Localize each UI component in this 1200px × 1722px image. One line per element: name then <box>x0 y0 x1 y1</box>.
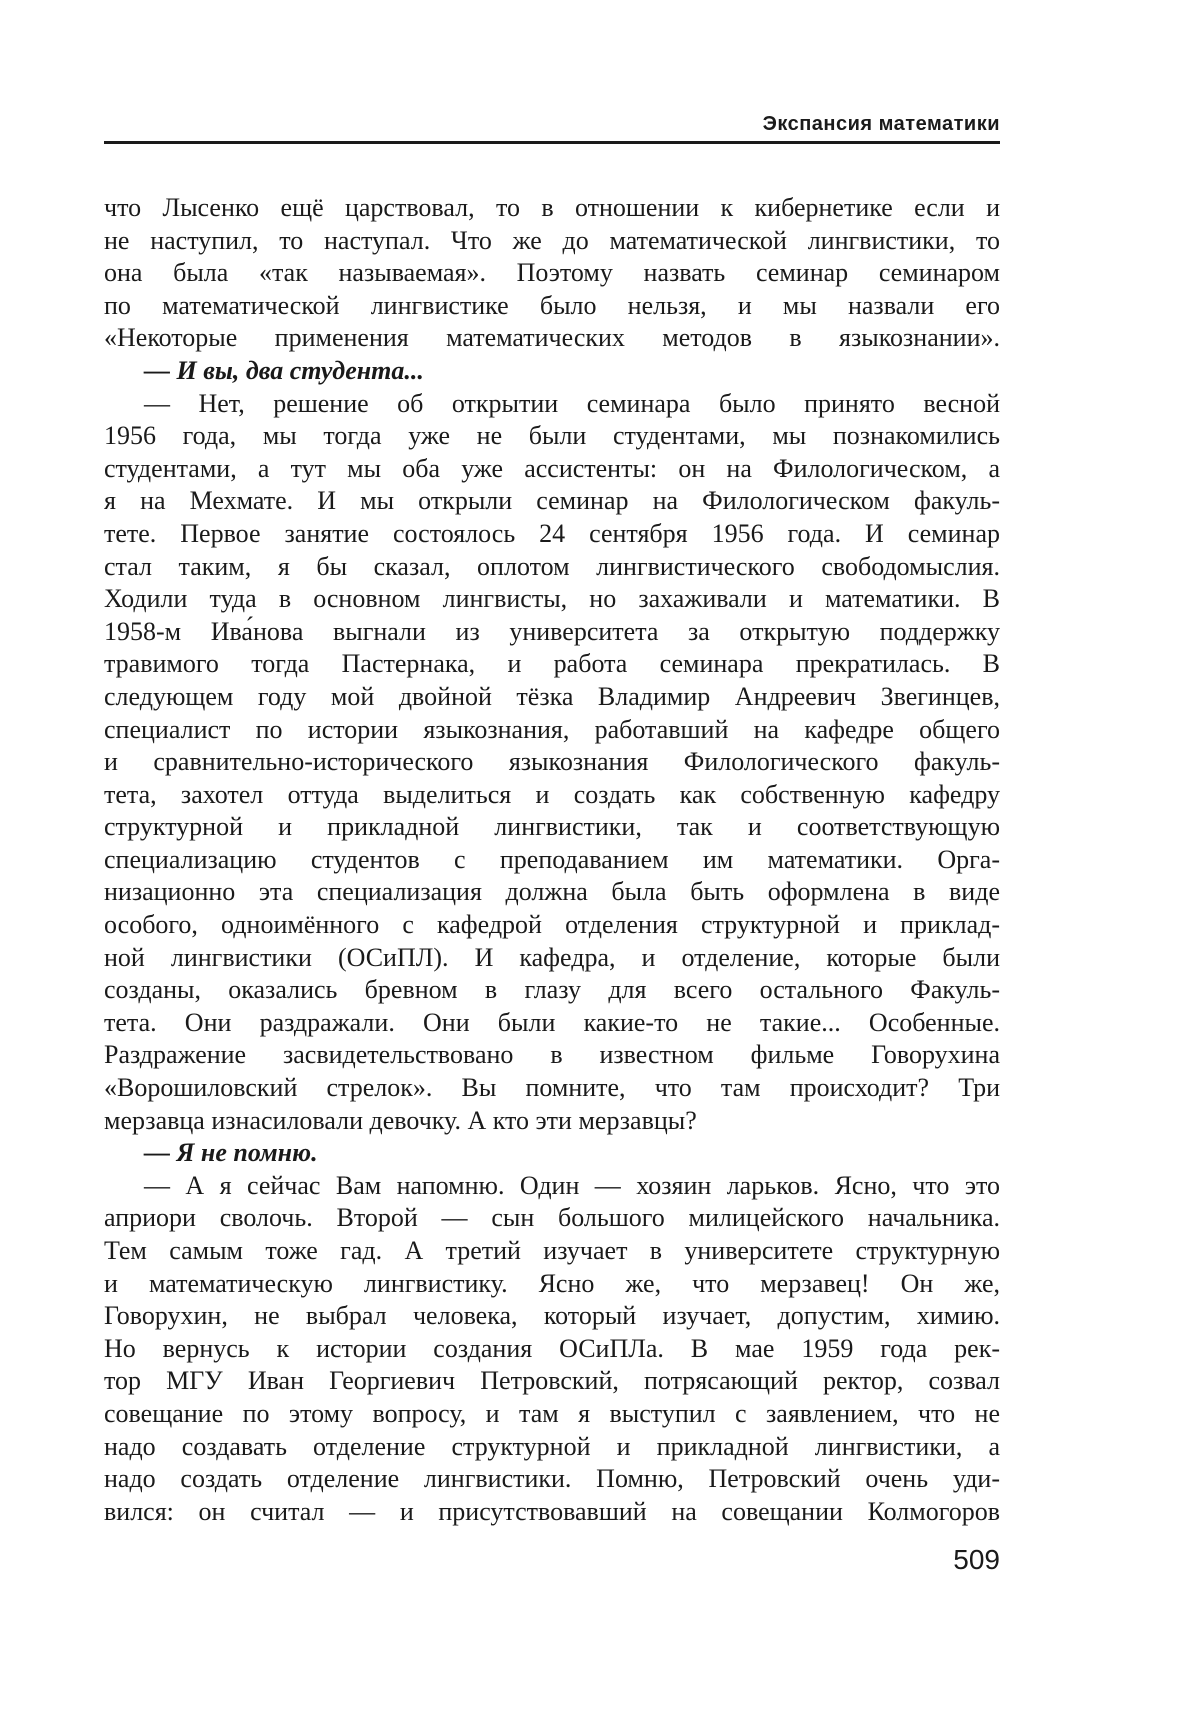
text-line: созданы, оказались бревном в глазу для всего остального Факуль- <box>104 975 1000 1005</box>
text-line: что Лысенко ещё царствовал, то в отношении к кибернетике если и <box>104 193 1000 222</box>
text-line: стал таким, я бы сказал, оплотом лингвистического свободомыслия. <box>104 551 1000 581</box>
text-line: Но вернусь к истории создания ОСиПЛа. В мае 1959 года рек- <box>104 1333 1000 1363</box>
running-header-title: Экспансия математики <box>762 113 1000 135</box>
text-line: мерзавца изнасиловали девочку. А кто эти мерзавцы? <box>104 1105 697 1135</box>
text-line: вился: он считал — и присутствовавший на совещании Колмогоров <box>104 1496 1000 1526</box>
text-line: особого, одноимённого с кафедрой отделения структурной и приклад- <box>104 910 1000 940</box>
text-line: тета. Они раздражали. Они были какие-то не такие... Особенные. <box>104 1007 1000 1037</box>
text-line: «Ворошиловский стрелок». Вы помните, что там происходит? Три <box>104 1073 1000 1103</box>
text-line: тета, захотел оттуда выделиться и создать как собственную кафедру <box>104 779 1000 809</box>
text-line: совещание по этому вопросу, и там я выступил с заявлением, что не <box>104 1398 1000 1428</box>
text-line: не наступил, то наступал. Что же до математической лингвистики, то <box>104 225 1000 255</box>
text-line: 1958-м Ива́нова выгнали из университета за открытую поддержку <box>104 616 1000 646</box>
text-line: она была «так называемая». Поэтому назвать семинар семинаром <box>104 258 1000 288</box>
text-line: тор МГУ Иван Георгиевич Петровский, потрясающий ректор, созвал <box>104 1366 1000 1396</box>
text-line: Ходили туда в основном лингвисты, но захаживали и математики. В <box>104 584 1000 614</box>
text-line: низационно эта специализация должна была быть оформлена в виде <box>104 877 1000 907</box>
body-text <box>104 192 1000 1528</box>
header-rule <box>104 141 1000 144</box>
text-line: Раздражение засвидетельствовано в известном фильме Говорухина <box>104 1040 1000 1070</box>
text-line: Тем самым тоже гад. А третий изучает в университете структурную <box>104 1236 1000 1265</box>
text-line: структурной и прикладной лингвистики, так и соответствующую <box>104 812 1000 842</box>
text-line: — А я сейчас Вам напомню. Один — хозяин ларьков. Ясно, что это <box>144 1170 1000 1200</box>
page-number: 509 <box>953 1544 1000 1575</box>
text-line: травимого тогда Пастернака, и работа семинара прекратилась. В <box>104 649 1000 679</box>
text-line: априори сволочь. Второй — сын большого милицейского начальника. <box>104 1203 1000 1233</box>
text-line: я на Мехмате. И мы открыли семинар на Филологическом факуль- <box>104 486 1000 516</box>
text-line: ной лингвистики (ОСиПЛ). И кафедра, и отделение, которые были <box>104 942 1000 972</box>
text-line: Говорухин, не выбрал человека, который изучает, допустим, химию. <box>104 1301 1000 1331</box>
text-line: по математической лингвистике было нельзя, и мы назвали его <box>104 290 1000 320</box>
text-line: надо создать отделение лингвистики. Помню, Петровский очень уди- <box>104 1464 1000 1494</box>
dialogue-question-line: — И вы, два студента... <box>144 355 424 385</box>
text-line: «Некоторые применения математических методов в языкознании». <box>104 323 1000 353</box>
text-line: студентами, а тут мы оба уже ассистенты: он на Филологическом, а <box>104 453 1000 483</box>
text-line: — Нет, решение об открытии семинара было принято весной <box>144 388 1000 418</box>
text-line: и сравнительно-исторического языкознания Филологического факуль- <box>104 747 1000 777</box>
dialogue-question-line: — Я не помню. <box>144 1138 318 1168</box>
text-line: и математическую лингвистику. Ясно же, что мерзавец! Он же, <box>104 1268 1000 1298</box>
text-line: 1956 года, мы тогда уже не были студентами, мы познакомились <box>104 421 1000 451</box>
text-line: следующем году мой двойной тёзка Владимир Андреевич Звегинцев, <box>104 681 1000 711</box>
text-line: специалист по истории языкознания, работавший на кафедре общего <box>104 714 1000 744</box>
text-line: надо создавать отделение структурной и прикладной лингвистики, а <box>104 1431 1000 1461</box>
text-line: тете. Первое занятие состоялось 24 сентября 1956 года. И семинар <box>104 518 1000 548</box>
text-line: специализацию студентов с преподаванием им математики. Орга- <box>104 844 1000 874</box>
